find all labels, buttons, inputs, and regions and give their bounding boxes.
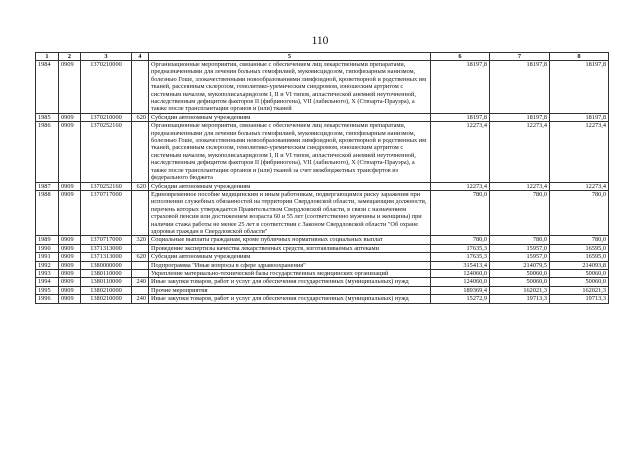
column-header: 7 — [490, 53, 550, 61]
section-code: 0909 — [59, 286, 81, 294]
budget-table — [35, 52, 609, 304]
amount-year-2: 780,0 — [490, 190, 550, 235]
column-header: 1 — [36, 53, 59, 61]
amount-year-3: 12273,4 — [550, 182, 609, 190]
target-article-code: 1370252160 — [81, 182, 132, 190]
amount-year-2: 19713,3 — [490, 295, 550, 303]
amount-year-1: 12273,4 — [431, 182, 490, 190]
amount-year-3: 19713,3 — [550, 295, 609, 303]
target-article-code: 1371313000 — [81, 253, 132, 261]
amount-year-2: 15957,0 — [490, 244, 550, 252]
section-code: 0909 — [59, 295, 81, 303]
item-name: Прочие мероприятия — [149, 286, 431, 294]
item-name: Укрепление материально-технической базы государственных медицинских организаций — [149, 269, 431, 277]
row-number: 1995 — [36, 286, 59, 294]
item-name: Субсидии автономным учреждениям — [149, 182, 431, 190]
target-article-code: 1370717000 — [81, 190, 132, 235]
amount-year-3: 18197,8 — [550, 113, 609, 121]
amount-year-3: 18197,8 — [550, 61, 609, 114]
amount-year-1: 124060,0 — [431, 278, 490, 286]
target-article-code: 1370252160 — [81, 122, 132, 182]
item-name: Социальные выплаты гражданам, кроме публичных нормативных социальных выплат — [149, 236, 431, 244]
row-number: 1992 — [36, 261, 59, 269]
item-name: Иные закупки товаров, работ и услуг для обеспечения государственных (муниципальных) нужд — [149, 278, 431, 286]
target-article-code: 1370210000 — [81, 61, 132, 114]
table-row — [36, 61, 609, 114]
target-article-code: 1371313000 — [81, 244, 132, 252]
table-row — [36, 244, 609, 252]
target-article-code: 1380110000 — [81, 269, 132, 277]
amount-year-2: 12273,4 — [490, 122, 550, 182]
target-article-code: 1380110000 — [81, 278, 132, 286]
amount-year-1: 124060,0 — [431, 269, 490, 277]
amount-year-2: 18197,8 — [490, 61, 550, 114]
column-header: 5 — [149, 53, 431, 61]
expense-type-code — [132, 261, 149, 269]
table-row — [36, 190, 609, 235]
table-row — [36, 295, 609, 303]
table-row — [36, 182, 609, 190]
amount-year-2: 50060,0 — [490, 269, 550, 277]
amount-year-1: 189369,4 — [431, 286, 490, 294]
item-name: Организационные мероприятия, связанные с обеспечением лиц лекарственными препаратами, предназначенными для лечения больных гемофилией, муковисцидозом, гипофизарным нанизмом, болезнью Гоше, злокачественными новообразованиями лимфоидной, кроветворной и родственных им тканей, рассеянным склерозом, гемолитико-уремическим синдромом, юношеским артритом с системным началом, мукополисахаридозом I, II и VI типов, апластической анемией неуточненной, наследственным дефицитом факторов II (фибриногена), VII (лабильного), X (Стюарта-Прауэра), а также после трансплантации органов и (или) тканей — [149, 61, 431, 114]
amount-year-2: 18197,8 — [490, 113, 550, 121]
table-row — [36, 122, 609, 182]
row-number: 1991 — [36, 253, 59, 261]
amount-year-1: 780,0 — [431, 190, 490, 235]
expense-type-code — [132, 190, 149, 235]
row-number: 1985 — [36, 113, 59, 121]
target-article-code: 1370717000 — [81, 236, 132, 244]
item-name: Единовременное пособие медицинским и иным работникам, подвергающимся риску заражения при исполнении служебных обязанностей на территории Свердловской области, замещающим должности, перечень которых утверждается Правительством Свердловской области, в связи с назначением страховой пенсии или достижением возраста 60 и 55 лет (соответственно мужчины и женщины) при наличии стажа работы не менее 25 лет в соответствии с Законом Свердловской области "Об охране здоровья граждан в Свердловской области" — [149, 190, 431, 235]
amount-year-2: 50060,0 — [490, 278, 550, 286]
section-code: 0909 — [59, 236, 81, 244]
amount-year-2: 214079,5 — [490, 261, 550, 269]
amount-year-3: 12273,4 — [550, 122, 609, 182]
section-code: 0909 — [59, 61, 81, 114]
column-header: 6 — [431, 53, 490, 61]
expense-type-code — [132, 61, 149, 114]
amount-year-1: 17635,3 — [431, 244, 490, 252]
section-code: 0909 — [59, 244, 81, 252]
target-article-code: 1380210000 — [81, 286, 132, 294]
row-number: 1990 — [36, 244, 59, 252]
row-number: 1986 — [36, 122, 59, 182]
row-number: 1994 — [36, 278, 59, 286]
expense-type-code: 240 — [132, 278, 149, 286]
expense-type-code — [132, 286, 149, 294]
table-row — [36, 286, 609, 294]
page-number: 110 — [311, 35, 329, 47]
expense-type-code: 620 — [132, 113, 149, 121]
column-header: 4 — [132, 53, 149, 61]
row-number: 1996 — [36, 295, 59, 303]
amount-year-3: 780,0 — [550, 190, 609, 235]
amount-year-2: 780,0 — [490, 236, 550, 244]
table-row — [36, 269, 609, 277]
section-code: 0909 — [59, 113, 81, 121]
table-row — [36, 253, 609, 261]
amount-year-2: 12273,4 — [490, 182, 550, 190]
amount-year-1: 315413,4 — [431, 261, 490, 269]
table-row — [36, 278, 609, 286]
row-number: 1987 — [36, 182, 59, 190]
amount-year-1: 12273,4 — [431, 122, 490, 182]
table-row — [36, 236, 609, 244]
item-name: Субсидии автономным учреждениям — [149, 253, 431, 261]
section-code: 0909 — [59, 278, 81, 286]
amount-year-3: 16595,0 — [550, 253, 609, 261]
amount-year-1: 17635,3 — [431, 253, 490, 261]
amount-year-1: 15272,9 — [431, 295, 490, 303]
row-number: 1989 — [36, 236, 59, 244]
item-name: Иные закупки товаров, работ и услуг для обеспечения государственных (муниципальных) нужд — [149, 295, 431, 303]
table-row — [36, 261, 609, 269]
amount-year-3: 50060,0 — [550, 269, 609, 277]
section-code: 0909 — [59, 269, 81, 277]
amount-year-1: 18197,8 — [431, 61, 490, 114]
column-header: 8 — [550, 53, 609, 61]
expense-type-code: 320 — [132, 236, 149, 244]
expense-type-code — [132, 122, 149, 182]
amount-year-3: 16595,0 — [550, 244, 609, 252]
amount-year-1: 780,0 — [431, 236, 490, 244]
section-code: 0909 — [59, 253, 81, 261]
amount-year-3: 780,0 — [550, 236, 609, 244]
expense-type-code: 620 — [132, 253, 149, 261]
amount-year-1: 18197,8 — [431, 113, 490, 121]
target-article-code: 1370210000 — [81, 113, 132, 121]
section-code: 0909 — [59, 122, 81, 182]
amount-year-2: 162021,3 — [490, 286, 550, 294]
row-number: 1988 — [36, 190, 59, 235]
target-article-code: 1380000000 — [81, 261, 132, 269]
item-name: Проведение экспертизы качества лекарственных средств, изготавливаемых аптеками — [149, 244, 431, 252]
item-name: Организационные мероприятия, связанные с обеспечением лиц лекарственными препаратами, предназначенными для лечения больных гемофилией, муковисцидозом, гипофизарным нанизмом, болезнью Гоше, злокачественными новообразованиями лимфоидной, кроветворной и родственных им тканей, рассеянным склерозом, гемолитико-уремическим синдромом, юношеским артритом с системным началом, мукополисахаридозом I, II и VI типов, апластической анемией неуточненной, наследственным дефицитом факторов II (фибриногена), VII (лабильного), X (Стюарта-Прауэра), а также после трансплантации органов и (или) тканей за счет межбюджетных трансфертов из федерального бюджета — [149, 122, 431, 182]
expense-type-code — [132, 269, 149, 277]
column-number-row — [36, 53, 609, 61]
column-header: 2 — [59, 53, 81, 61]
section-code: 0909 — [59, 190, 81, 235]
amount-year-3: 214093,8 — [550, 261, 609, 269]
amount-year-3: 50060,0 — [550, 278, 609, 286]
section-code: 0909 — [59, 182, 81, 190]
amount-year-2: 15957,0 — [490, 253, 550, 261]
item-name: Субсидии автономным учреждениям — [149, 113, 431, 121]
row-number: 1984 — [36, 61, 59, 114]
expense-type-code: 240 — [132, 295, 149, 303]
table-row — [36, 113, 609, 121]
target-article-code: 1380210000 — [81, 295, 132, 303]
item-name: Подпрограмма "Иные вопросы в сфере здравоохранения" — [149, 261, 431, 269]
section-code: 0909 — [59, 261, 81, 269]
column-header: 3 — [81, 53, 132, 61]
amount-year-3: 162021,3 — [550, 286, 609, 294]
expense-type-code: 620 — [132, 182, 149, 190]
expense-type-code — [132, 244, 149, 252]
row-number: 1993 — [36, 269, 59, 277]
